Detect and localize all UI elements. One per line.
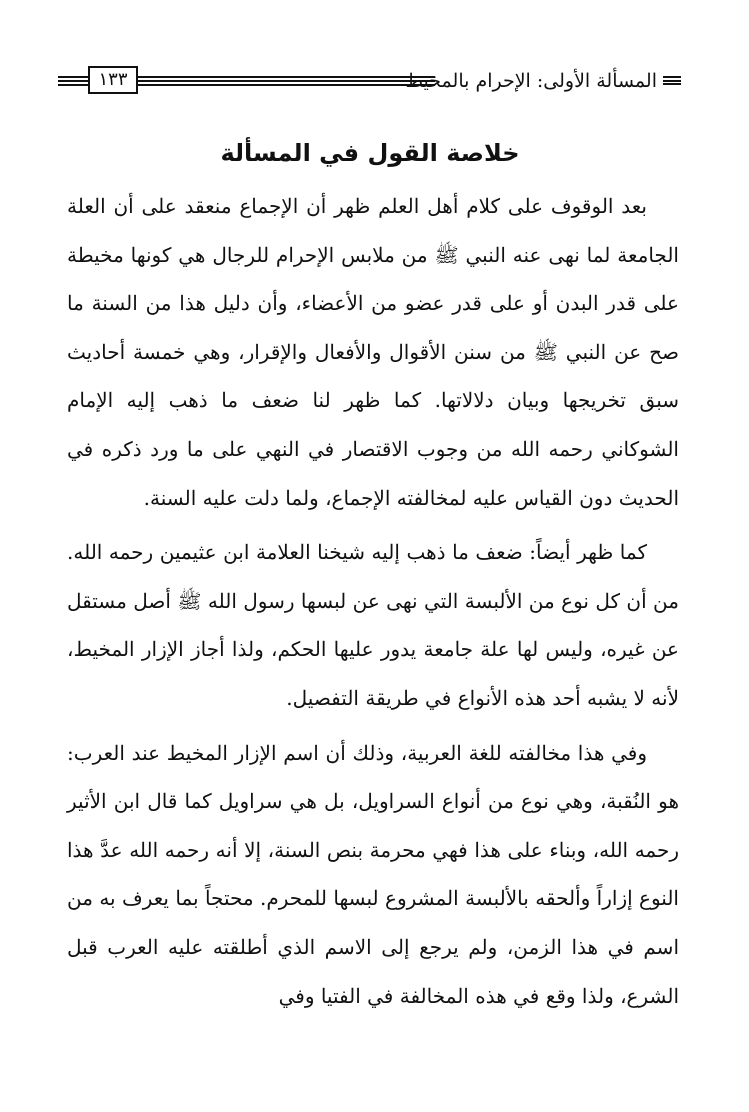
header-rule-tail (58, 76, 90, 86)
chapter-title: المسألة الأولى: الإحرام بالمخيط (405, 70, 657, 92)
paragraph: وفي هذا مخالفته للغة العربية، وذلك أن اسم الإزار المخيط عند العرب: هو النُقبة، وهي نوع من أنواع السراويل، بل هي سراويل كما قال ابن الأثير رحمه الله، وبناء على هذا فهي محرمة بنص السنة، إلا أنه رحمه الله عدَّ هذا النوع إزاراً وألحقه بالألبسة المشروع لبسها للمحرم. محتجاً بما يعرف به من اسم في هذا الزمن، ولم يرجع إلى الاسم الذي أطلقته عليه العرب قبل الشرع، ولذا وقع في هذه المخالفة في الفتيا وفي (67, 740, 679, 1008)
header-rule (136, 76, 435, 86)
body-text (67, 182, 679, 1020)
section-heading: خلاصة القول في المسألة (220, 139, 520, 167)
paragraph: كما ظهر أيضاً: ضعف ما ذهب إليه شيخنا العلامة ابن عثيمين رحمه الله. من أن كل نوع من الألبسة التي نهى عن لبسها رسول الله ﷺ أصل مستقل عن غيره، وليس لها علة جامعة يدور عليها الحكم، ولذا أجاز الإزار المخيط، لأنه لا يشبه أحد هذه الأنواع في طريقة التفصيل. (67, 540, 679, 710)
running-header (58, 66, 681, 100)
paragraph: بعد الوقوف على كلام أهل العلم ظهر أن الإجماع منعقد على أن العلة الجامعة لما نهى عنه النبي ﷺ من ملابس الإحرام للرجال هي كونها مخيطة على قدر البدن أو على قدر عضو من الأعضاء، وأن دليل هذا من السنة ما صح عن النبي ﷺ من سنن الأقوال والأفعال والإقرار، وهي خمسة أحاديث سبق تخريجها وبيان دلالاتها. كما ظهر لنا ضعف ما ذهب إليه الإمام الشوكاني رحمه الله من وجوب الاقتصار في النهي على ما ورد ذكره في الحديث دون القياس عليه لمخالفته الإجماع، ولما دلت عليه السنة. (67, 194, 679, 510)
page-number: ١٣٣ (88, 66, 138, 94)
header-ornament (663, 76, 681, 85)
